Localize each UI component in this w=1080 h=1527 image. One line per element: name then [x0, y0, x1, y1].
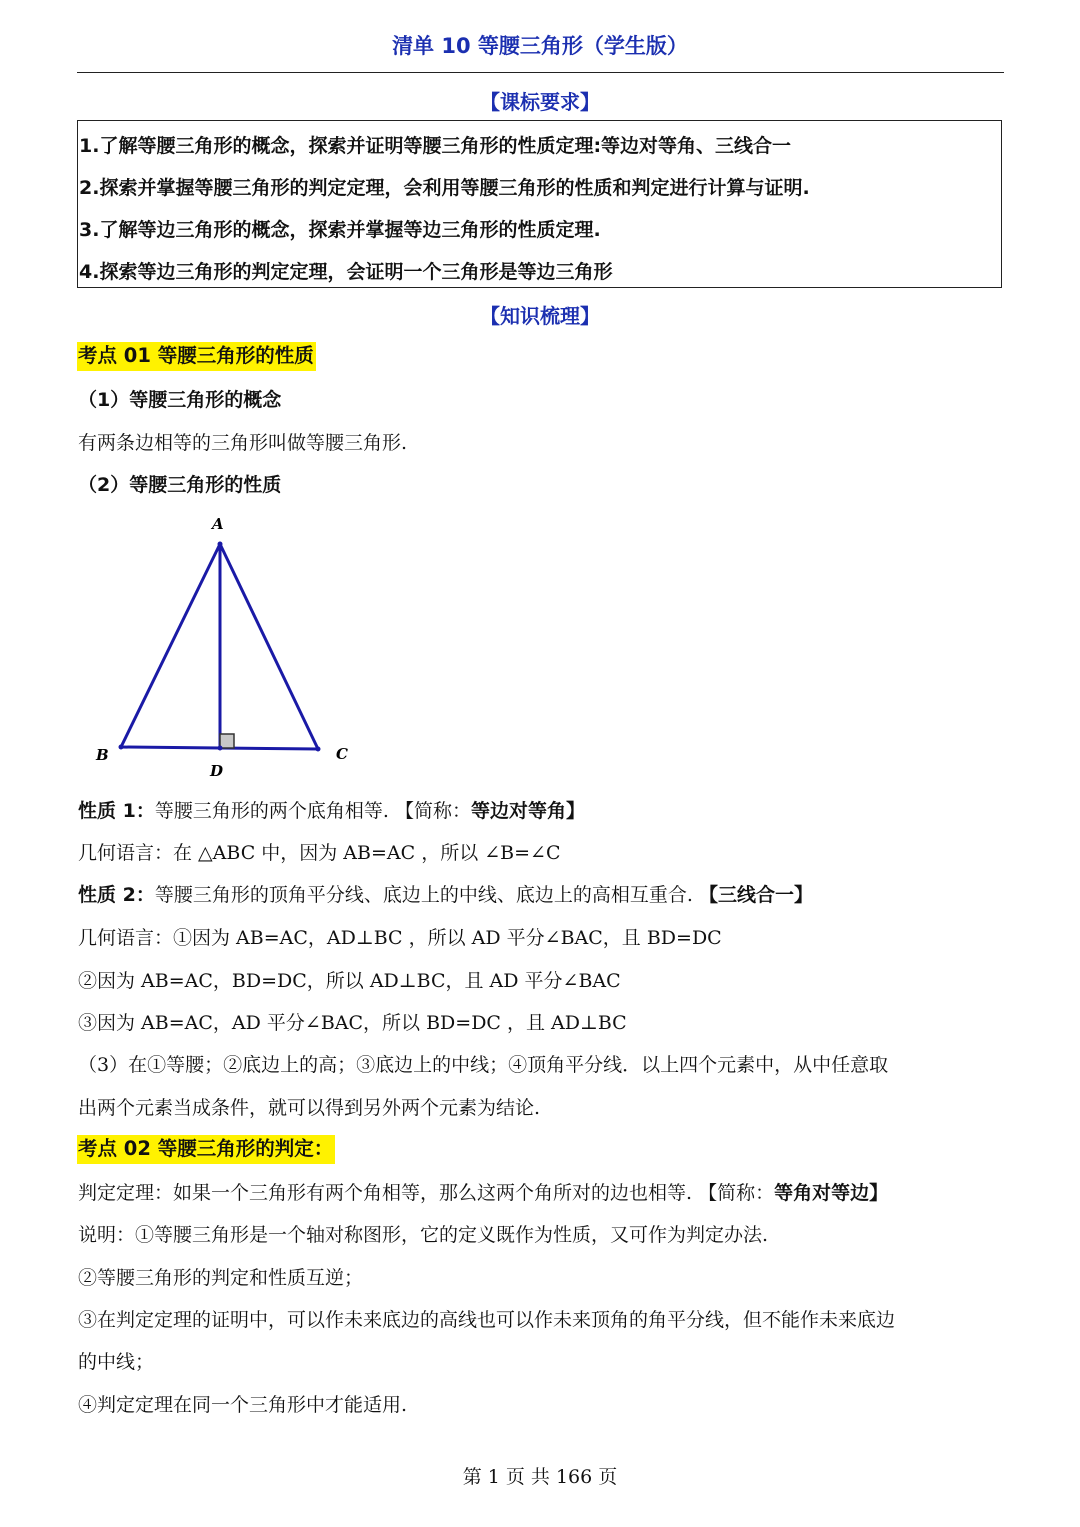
property-1 — [78, 796, 585, 823]
property-1-tag-name: 等边对等角】 — [470, 800, 585, 822]
point2-note2: ②等腰三角形的判定和性质互逆； — [78, 1267, 364, 1289]
point2-heading-wrap — [77, 1133, 335, 1161]
page-footer: 第 1 页 共 166 页 — [462, 1466, 618, 1488]
isosceles-triangle-figure — [90, 510, 370, 785]
point1-sub1: （1）等腰三角形的概念 — [78, 389, 282, 411]
requirement-item-2: 2.探索并掌握等腰三角形的判定定理，会利用等腰三角形的性质和判定进行计算与证明. — [79, 177, 810, 199]
point1-definition: 有两条边相等的三角形叫做等腰三角形. — [78, 432, 408, 454]
side-ac — [220, 544, 318, 749]
property-1-tag: 【简称： — [394, 800, 471, 822]
requirement-item-3: 3.了解等边三角形的概念，探索并掌握等边三角形的性质定理. — [79, 219, 601, 241]
point2-theorem-text: 判定定理：如果一个三角形有两个角相等，那么这两个角所对的边也相等. 【简称： — [78, 1182, 775, 1204]
point1-sub2: （2）等腰三角形的性质 — [78, 474, 282, 496]
property-2-label: 性质 2： — [78, 884, 155, 906]
requirements-heading: 【课标要求】 — [480, 90, 600, 114]
label-b: B — [96, 746, 109, 764]
page-title: 清单 10 等腰三角形（学生版） — [392, 34, 688, 58]
geometry-language-2c: ③因为 AB=AC，AD 平分∠BAC，所以 BD=DC ，且 AD⊥BC — [78, 1012, 627, 1034]
side-ab — [121, 544, 220, 747]
requirement-item-4: 4.探索等边三角形的判定定理，会证明一个三角形是等边三角形 — [79, 261, 613, 283]
property-1-text: 等腰三角形的两个底角相等. — [154, 800, 395, 822]
geometry-language-2a: 几何语言：①因为 AB=AC，AD⊥BC ，所以 AD 平分∠BAC，且 BD=DC — [78, 927, 722, 949]
point2-note4: ④判定定理在同一个三角形中才能适用. — [78, 1394, 408, 1416]
geometry-language-1: 几何语言：在 △ABC 中，因为 AB=AC ，所以 ∠B=∠C — [78, 842, 561, 864]
point2-note3-line2: 的中线； — [78, 1351, 155, 1373]
label-d: D — [210, 762, 224, 780]
point1-note3-line1: （3）在①等腰；②底边上的高；③底边上的中线；④顶角平分线．以上四个元素中，从中任意取 — [78, 1054, 889, 1076]
point1-heading: 考点 01 等腰三角形的性质 — [77, 342, 316, 371]
property-2-text: 等腰三角形的顶角平分线、底边上的中线、底边上的高相互重合. — [154, 884, 699, 906]
knowledge-heading: 【知识梳理】 — [480, 304, 600, 328]
property-2-tag: 【三线合一】 — [698, 884, 813, 906]
label-c: C — [336, 745, 348, 763]
property-2 — [78, 880, 813, 907]
point1-heading-wrap — [77, 340, 316, 368]
right-angle-mark — [220, 734, 234, 748]
point2-note3-line1: ③在判定定理的证明中，可以作未来底边的高线也可以作未来顶角的角平分线，但不能作未来底边 — [78, 1309, 896, 1331]
requirements-box — [77, 120, 1002, 288]
point1-note3-line2: 出两个元素当成条件，就可以得到另外两个元素为结论. — [78, 1097, 541, 1119]
point2-theorem — [78, 1178, 888, 1205]
point2-theorem-tag: 等角对等边】 — [774, 1182, 889, 1204]
label-a: A — [212, 515, 224, 533]
point2-note1: 说明：①等腰三角形是一个轴对称图形，它的定义既作为性质，又可作为判定办法. — [78, 1224, 769, 1246]
property-1-label: 性质 1： — [78, 800, 155, 822]
point2-heading: 考点 02 等腰三角形的判定： — [77, 1135, 335, 1164]
geometry-language-2b: ②因为 AB=AC，BD=DC，所以 AD⊥BC，且 AD 平分∠BAC — [78, 970, 621, 992]
requirement-item-1: 1.了解等腰三角形的概念，探索并证明等腰三角形的性质定理:等边对等角、三线合一 — [79, 135, 792, 157]
header-rule — [77, 72, 1004, 73]
